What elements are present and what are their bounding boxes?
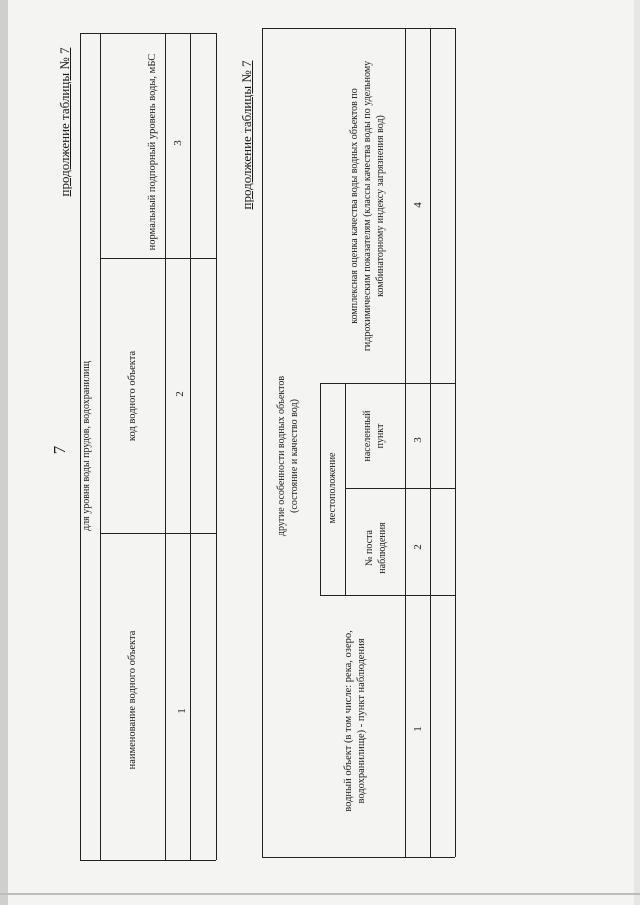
table-b-col2-header <box>363 508 391 588</box>
table-a-col-divider-2 <box>100 533 216 534</box>
table-b-divider-numbers <box>405 28 406 857</box>
table-b-group-header <box>275 356 303 556</box>
table-b-border-bottom <box>262 857 455 858</box>
table-a-border-top <box>80 33 216 34</box>
table-b-col4-header-text: комплексная оценка качества воды водных объектов по гидрохимическим показателям (классы качества воды по удельному комбинаторному индексу загрязнения вод) <box>349 60 386 352</box>
table-b-col4-number: 4 <box>412 202 424 208</box>
table-b-continuation-label: продолжение таблицы № 7 <box>239 60 254 210</box>
scan-left-edge <box>0 0 8 905</box>
table-a-border-right <box>216 33 217 860</box>
table-b-col2-divider <box>320 595 455 596</box>
table-a-divider-data <box>190 33 191 860</box>
table-a-col2-header: код водного объекта <box>127 350 138 442</box>
scan-right-edge <box>634 0 640 905</box>
table-a-col3-header-text: нормальный подпорный уровень воды, мБС <box>147 53 158 251</box>
table-b-divider-data <box>430 28 431 857</box>
table-b-col4-header <box>348 56 390 356</box>
table-a-col1-header: наименование водного объекта <box>127 630 138 770</box>
table-a-col-divider-3 <box>100 258 216 259</box>
scan-bottom-edge <box>0 893 640 895</box>
table-b-col3-number: 3 <box>412 437 424 443</box>
table-a-col3-number: 3 <box>172 140 184 146</box>
table-b-divider-location <box>345 383 346 595</box>
table-b-location-header: местоположение <box>327 452 338 524</box>
table-a-border-bottom <box>80 860 216 861</box>
table-b-col2-number: 2 <box>412 544 424 550</box>
table-b-col1-number: 1 <box>412 726 424 732</box>
table-b-col1-header <box>342 611 370 831</box>
table-b-col3-header-text: населенный пункт <box>362 410 386 462</box>
table-a-col3-header <box>146 52 174 252</box>
table-b-col2-header-text: № поста наблюдения <box>364 522 388 574</box>
table-b-col3-header <box>361 401 389 471</box>
table-b-col4-divider <box>320 383 455 384</box>
table-b-border-top <box>262 28 455 29</box>
table-b-group-header-text: другие особенности водных объектов (состояние и качество вод) <box>276 375 300 537</box>
table-b-col3-divider <box>345 488 455 489</box>
table-b-col1-header-text: водный объект (в том числе: река, озеро, водохранилище) - пункт наблюдения <box>343 630 367 812</box>
table-b-divider-group <box>320 383 321 595</box>
table-b-border-left <box>262 28 263 857</box>
table-a-group-header: для уровня воды прудов, водохранилищ <box>81 361 92 531</box>
table-a-col2-number: 2 <box>174 391 186 397</box>
page-number: 7 <box>50 445 69 455</box>
table-a-divider-header <box>100 33 101 860</box>
table-a-col1-number: 1 <box>176 708 188 714</box>
table-b-border-right <box>455 28 456 857</box>
table-a-continuation-label: продолжение таблицы № 7 <box>57 47 72 197</box>
